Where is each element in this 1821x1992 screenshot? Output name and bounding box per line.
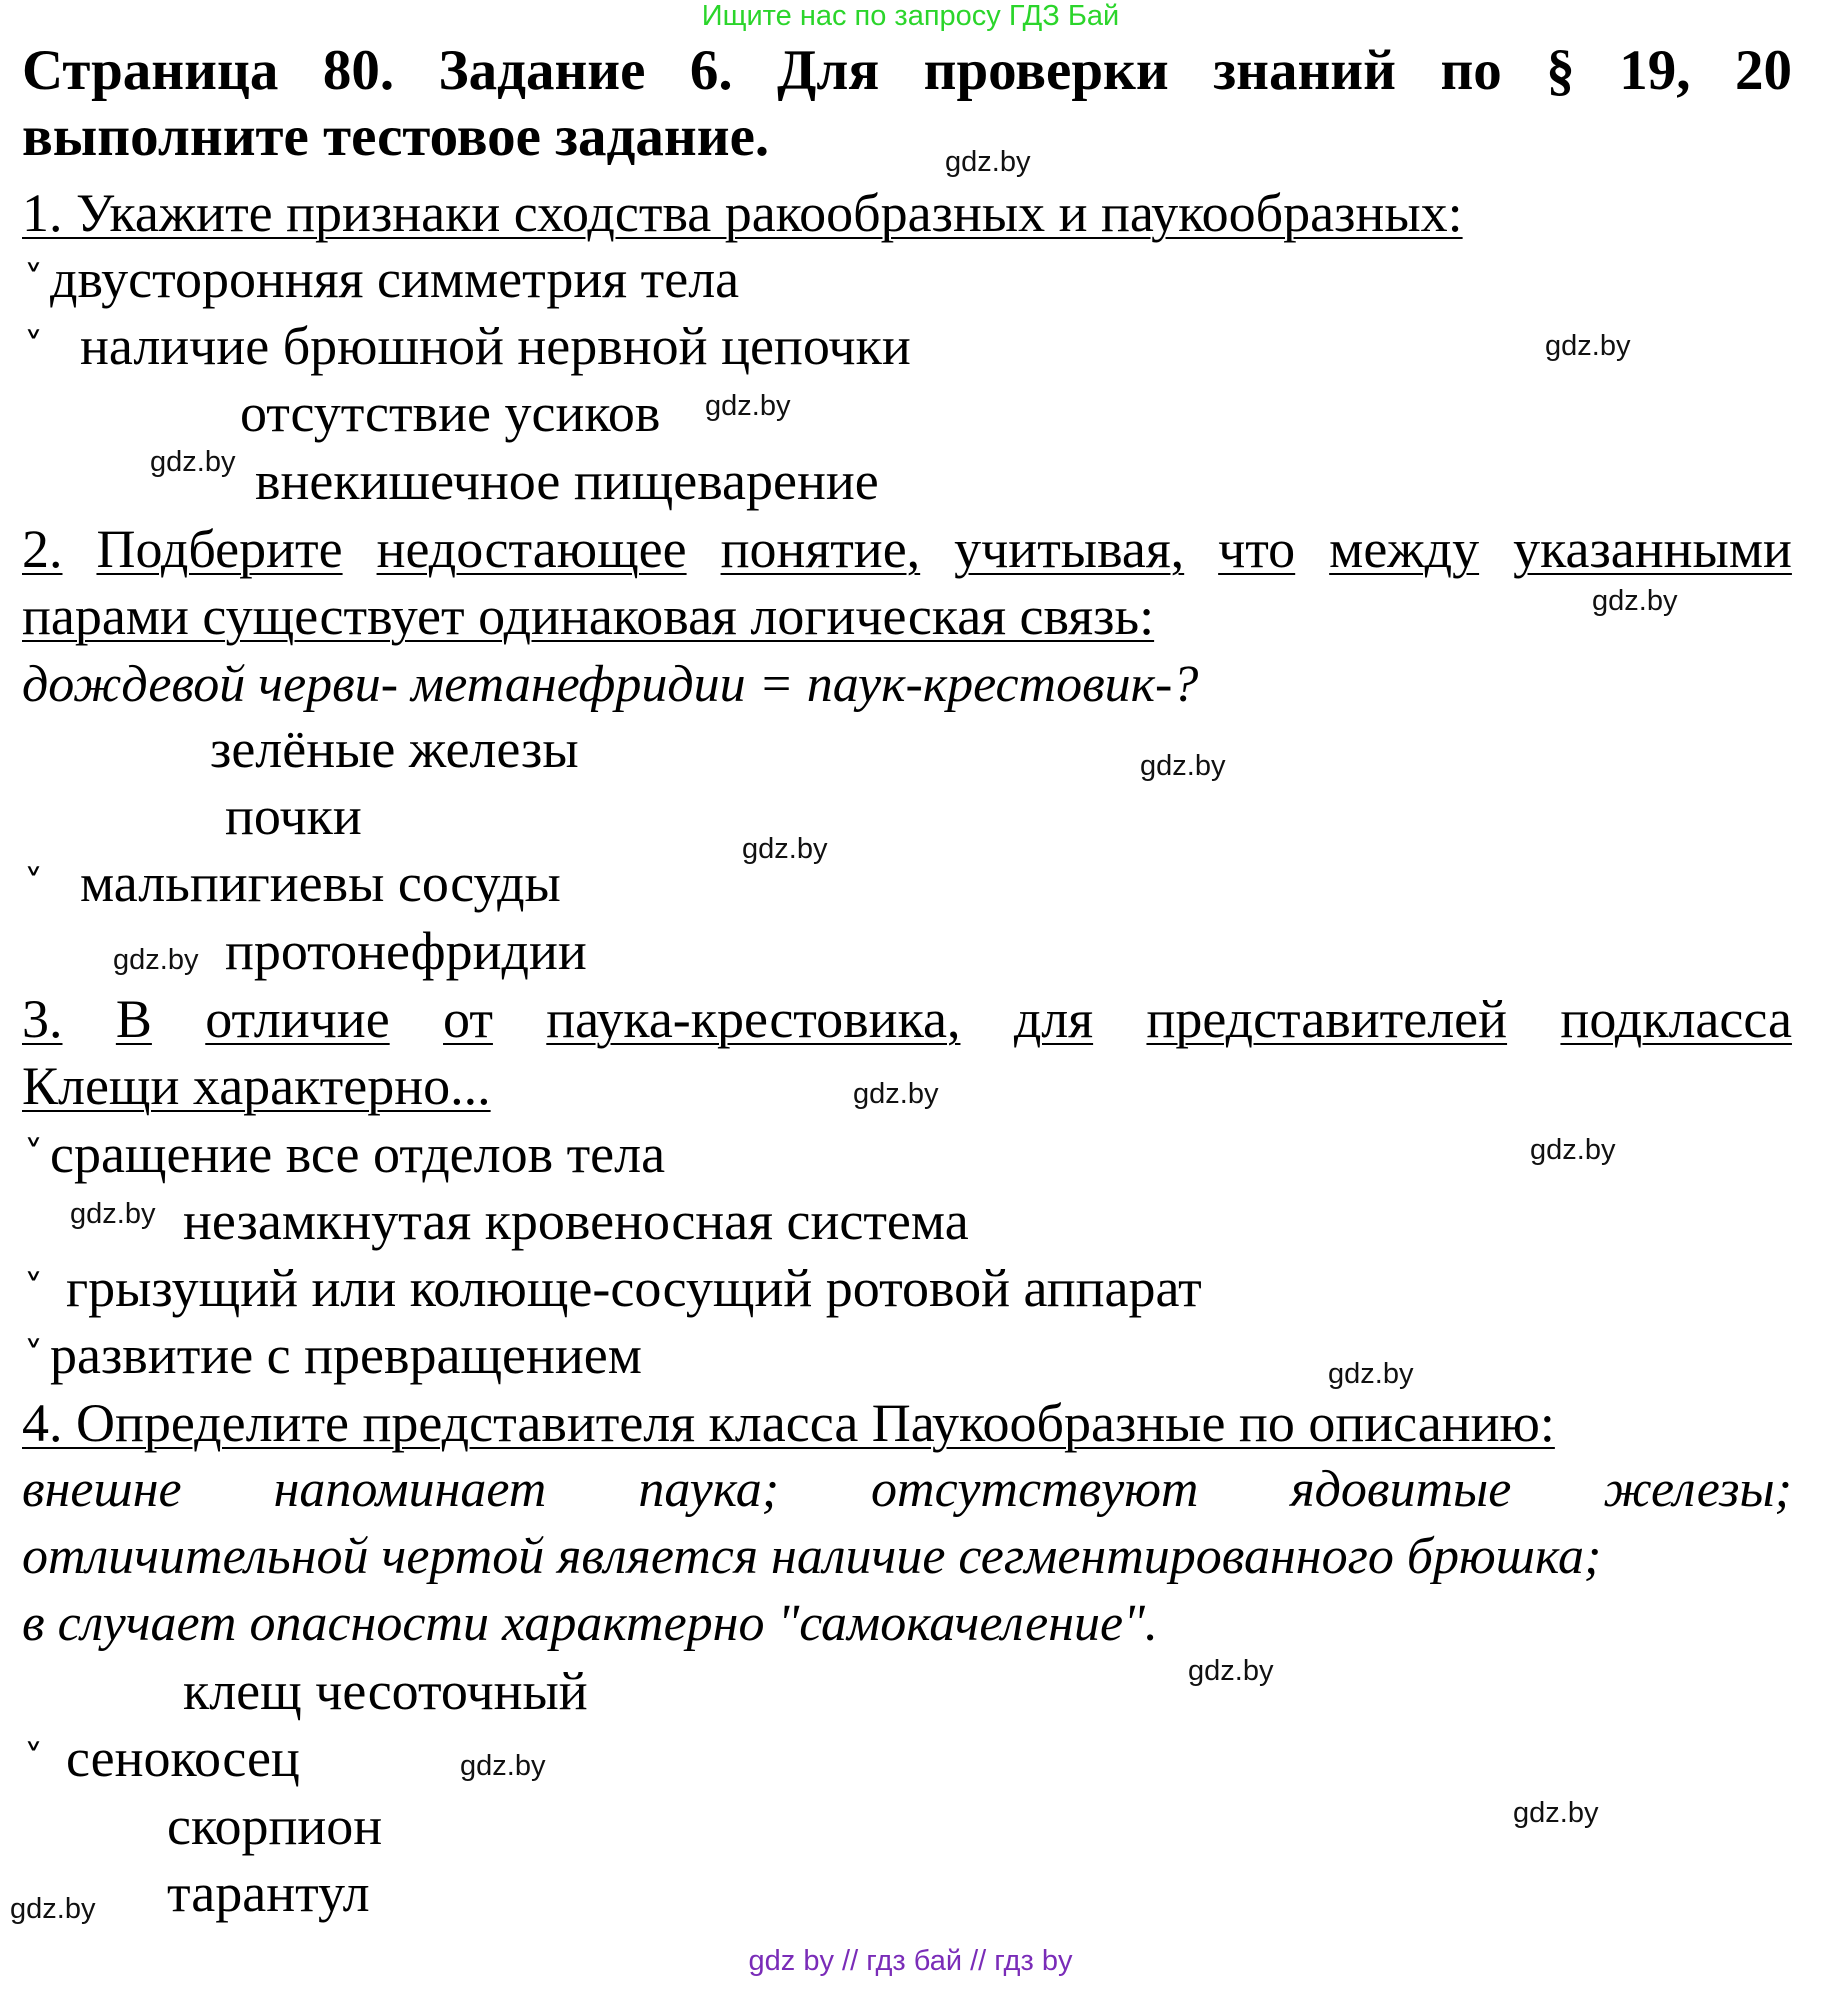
q4-desc-word: ядовитые xyxy=(1290,1461,1512,1518)
q4-option-2: сенокосец xyxy=(66,1728,300,1788)
title-word: Страница xyxy=(22,39,279,102)
page-title xyxy=(22,38,1792,170)
q3-option-3: грызущий или колюще-сосущий ротовой аппарат xyxy=(66,1258,1202,1318)
q2-word: учитывая, xyxy=(954,519,1185,579)
title-word: 19, xyxy=(1619,39,1691,102)
check-mark-icon: ˅ xyxy=(24,1737,43,1781)
q2-word: между xyxy=(1329,519,1480,579)
title-word: Для xyxy=(777,39,880,102)
q4-desc-word: внешне xyxy=(22,1461,182,1518)
question-2-line-2: парами существует одинаковая логическая связь: xyxy=(22,586,1155,646)
watermark: gdz.by xyxy=(10,1893,96,1925)
watermark: gdz.by xyxy=(705,390,791,422)
watermark: gdz.by xyxy=(150,446,236,478)
q3-word: отличие xyxy=(205,989,390,1049)
q2-word: недостающее xyxy=(376,519,687,579)
title-word: знаний xyxy=(1213,39,1396,102)
q3-word: подкласса xyxy=(1560,989,1792,1049)
q3-option-1: сращение все отделов тела xyxy=(50,1124,666,1184)
top-banner: Ищите нас по запросу ГДЗ Бай xyxy=(701,0,1120,32)
q2-option-4: протонефридии xyxy=(225,921,587,981)
title-line-1 xyxy=(22,38,1792,104)
q2-word: Подберите xyxy=(96,519,343,579)
check-mark-icon: ˅ xyxy=(24,325,43,369)
check-mark-icon: ˅ xyxy=(24,1334,43,1378)
q3-word: представителей xyxy=(1146,989,1508,1049)
check-mark-icon: ˅ xyxy=(24,1267,43,1311)
q1-option-1: двусторонняя симметрия тела xyxy=(50,249,740,309)
title-word: 20 xyxy=(1734,39,1792,102)
q4-desc-word: железы; xyxy=(1603,1461,1792,1518)
q4-desc-word: напоминает xyxy=(273,1461,547,1518)
q1-option-3: отсутствие усиков xyxy=(240,383,661,443)
q3-option-4: развитие с превращением xyxy=(50,1325,642,1385)
q2-word: 2. xyxy=(22,519,63,579)
question-2-line-1 xyxy=(22,518,1792,580)
q1-option-2: наличие брюшной нервной цепочки xyxy=(80,316,911,376)
q3-option-2: незамкнутая кровеносная система xyxy=(183,1191,969,1251)
watermark: gdz.by xyxy=(70,1198,156,1230)
question-3-line-2: Клещи характерно... xyxy=(22,1056,491,1116)
check-mark-icon: ˅ xyxy=(24,1133,43,1177)
watermark: gdz.by xyxy=(113,944,199,976)
watermark: gdz.by xyxy=(1188,1655,1274,1687)
q1-option-4: внекишечное пищеварение xyxy=(255,451,879,511)
q2-word: понятие, xyxy=(720,519,921,579)
check-mark-icon: ˅ xyxy=(24,862,43,906)
watermark: gdz.by xyxy=(1545,330,1631,362)
q4-description-line-3: в случает опасности характерно "самокачеление". xyxy=(22,1595,1158,1652)
watermark: gdz.by xyxy=(1513,1797,1599,1829)
watermark: gdz.by xyxy=(945,146,1031,178)
title-word: § xyxy=(1546,39,1575,102)
q2-word: что xyxy=(1218,519,1296,579)
question-1: 1. Укажите признаки сходства ракообразных и паукообразных: xyxy=(22,183,1463,243)
watermark: gdz.by xyxy=(1592,585,1678,617)
q4-option-3: скорпион xyxy=(167,1796,383,1856)
q3-word: для xyxy=(1013,989,1094,1049)
q3-word: от xyxy=(443,989,493,1049)
watermark: gdz.by xyxy=(853,1078,939,1110)
q3-word: 3. xyxy=(22,989,63,1049)
watermark: gdz.by xyxy=(1140,750,1226,782)
q2-word: указанными xyxy=(1513,519,1792,579)
q4-description-line-1 xyxy=(22,1460,1792,1519)
question-4: 4. Определите представителя класса Паукообразные по описанию: xyxy=(22,1393,1555,1453)
question-3 xyxy=(22,988,1792,1050)
q2-option-1: зелёные железы xyxy=(210,719,579,779)
q4-option-4: тарантул xyxy=(167,1863,370,1923)
check-mark-icon: ˅ xyxy=(24,258,43,302)
q2-option-3: мальпигиевы сосуды xyxy=(80,853,561,913)
q3-word: паука-крестовика, xyxy=(546,989,961,1049)
title-word: 6. xyxy=(689,39,733,102)
q2-analogy: дождевой черви- метанефридии = паук-крестовик-? xyxy=(22,656,1199,713)
watermark: gdz.by xyxy=(1530,1134,1616,1166)
watermark: gdz.by xyxy=(1328,1358,1414,1390)
question-3-line-1 xyxy=(22,988,1792,1050)
q2-option-2: почки xyxy=(225,786,362,846)
watermark: gdz.by xyxy=(742,833,828,865)
title-word: 80. xyxy=(322,39,395,102)
watermark: gdz.by xyxy=(460,1750,546,1782)
q3-word: В xyxy=(115,989,152,1049)
q4-desc-word: паука; xyxy=(638,1461,780,1518)
q4-desc-word: отсутствуют xyxy=(871,1461,1199,1518)
title-line-2: выполните тестовое задание. xyxy=(22,105,770,168)
q4-description-line-2: отличительной чертой является наличие сегментированного брюшка; xyxy=(22,1528,1602,1585)
q4-option-1: клещ чесоточный xyxy=(183,1661,588,1721)
title-word: по xyxy=(1440,39,1502,102)
question-2 xyxy=(22,518,1792,580)
title-word: Задание xyxy=(438,39,646,102)
title-word: проверки xyxy=(923,39,1169,102)
footer-links: gdz by // гдз бай // гдз by xyxy=(748,1945,1073,1977)
